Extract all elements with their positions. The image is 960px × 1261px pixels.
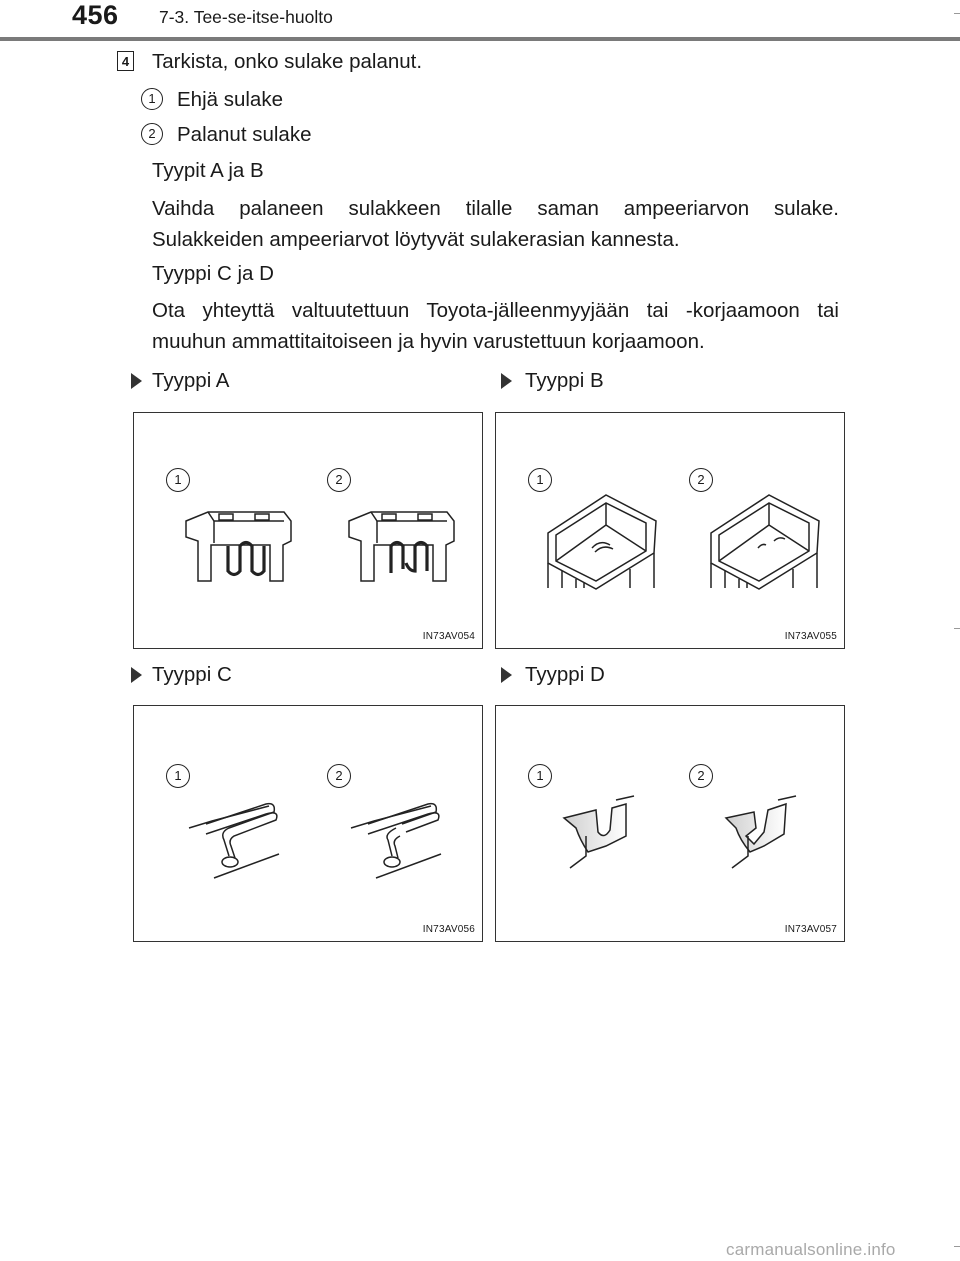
- fuse-good-marker: 1: [528, 764, 552, 788]
- figure-panel-d: [495, 705, 845, 942]
- fuse-blown-marker: 2: [689, 468, 713, 492]
- subsection-text-ab: Vaihda palaneen sulakkeen tilalle saman ampeeriarvon sulake. Sulakkeiden ampeeriarvot löytyvät sulakerasian kannesta.: [152, 197, 839, 251]
- figure-code-c: IN73AV056: [422, 924, 475, 935]
- item-number-1: 1: [141, 88, 163, 110]
- fuse-blown-marker: 2: [689, 764, 713, 788]
- figure-label-c: Tyyppi C: [152, 663, 232, 686]
- edge-tick: [954, 13, 960, 14]
- figure-label-b: Tyyppi B: [525, 369, 604, 392]
- fuse-good-marker: 1: [166, 764, 190, 788]
- figure-panel-a: [133, 412, 483, 649]
- item-label-1: Ehjä sulake: [177, 88, 283, 111]
- fusible-link-illustration: [134, 706, 484, 943]
- item-number-2: 2: [141, 123, 163, 145]
- section-title: 7-3. Tee-se-itse-huolto: [159, 7, 333, 27]
- blade-fuse-illustration: [134, 413, 484, 650]
- fusible-link-illustration: [496, 706, 846, 943]
- figure-code-a: IN73AV054: [422, 631, 475, 642]
- edge-tick: [954, 1246, 960, 1247]
- figure-panel-b: [495, 412, 845, 649]
- triangle-bullet-icon: [131, 373, 142, 389]
- subsection-heading-cd: Tyyppi C ja D: [152, 262, 274, 285]
- page-number: 456: [72, 0, 119, 30]
- figure-label-d: Tyyppi D: [525, 663, 605, 686]
- watermark: carmanualsonline.info: [726, 1240, 896, 1259]
- header-rule: [0, 37, 960, 41]
- figure-code-b: IN73AV055: [784, 631, 837, 642]
- fuse-good-marker: 1: [166, 468, 190, 492]
- triangle-bullet-icon: [501, 667, 512, 683]
- fuse-blown-marker: 2: [327, 468, 351, 492]
- step-title: Tarkista, onko sulake palanut.: [152, 50, 423, 73]
- figure-panel-c: [133, 705, 483, 942]
- fuse-good-marker: 1: [528, 468, 552, 492]
- fuse-blown-marker: 2: [327, 764, 351, 788]
- triangle-bullet-icon: [501, 373, 512, 389]
- figure-label-a: Tyyppi A: [152, 369, 230, 392]
- subsection-heading-ab: Tyypit A ja B: [152, 159, 264, 182]
- step-number: 4: [117, 51, 134, 71]
- triangle-bullet-icon: [131, 667, 142, 683]
- edge-tick: [954, 628, 960, 629]
- subsection-text-cd: Ota yhteyttä valtuutettuun Toyota-jälleenmyyjään tai -korjaamoon tai muuhun ammattitaitoiseen ja hyvin varustettuun korjaamoon.: [152, 299, 839, 353]
- figure-code-d: IN73AV057: [784, 924, 837, 935]
- cartridge-fuse-illustration: [496, 413, 846, 650]
- item-label-2: Palanut sulake: [177, 123, 312, 146]
